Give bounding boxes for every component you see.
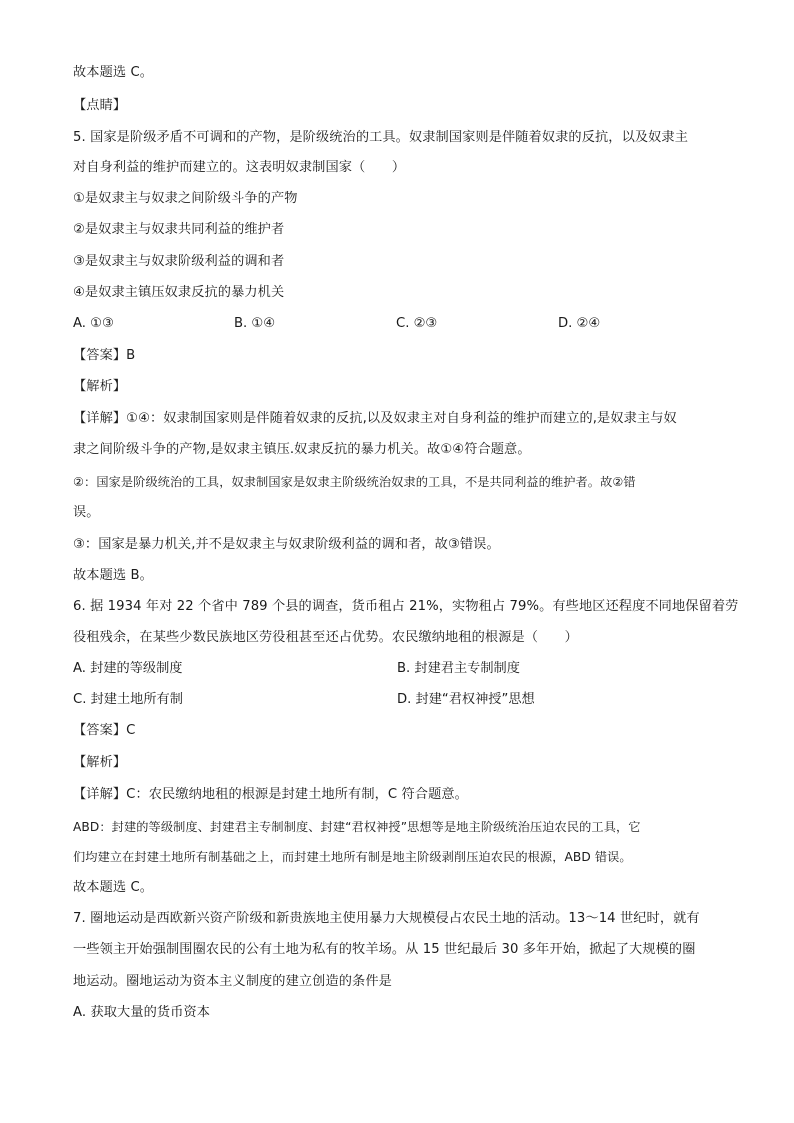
q5-option-a: A. ①③: [73, 316, 114, 331]
q7-option-a: A. 获取大量的货币资本: [73, 1005, 211, 1020]
question-5-stem: 5. 国家是阶级矛盾不可调和的产物，是阶级统治的工具。奴隶制国家则是伴随着奴隶的反抗，以及奴隶主: [73, 130, 689, 145]
q6-answer: 【答案】C: [73, 723, 136, 738]
statement-1: ①是奴隶主与奴隶之间阶级斗争的产物: [73, 191, 298, 206]
q6-option-a: A. 封建的等级制度: [73, 661, 183, 676]
question-6-stem-cont: 役租残余，在某些少数民族地区劳役租甚至还占优势。农民缴纳地租的根源是（ ）: [73, 630, 578, 645]
statement-2: ②是奴隶主与奴隶共同利益的维护者: [73, 222, 285, 237]
q5-answer: 【答案】B: [73, 348, 136, 363]
section-heading-dianjing: 【点睛】: [73, 98, 127, 113]
q5-explanation-2: 隶之间阶级斗争的产物,是奴隶主镇压.奴隶反抗的暴力机关。故①④符合题意。: [73, 442, 531, 457]
q6-explanation-1: 【详解】C：农民缴纳地租的根源是封建土地所有制，C 符合题意。: [73, 787, 468, 802]
q5-conclusion: 故本题选 B。: [73, 568, 153, 583]
q5-explanation-1: 【详解】①④：奴隶制国家则是伴随着奴隶的反抗,以及奴隶主对自身利益的维护而建立的,是奴隶主与奴: [73, 411, 677, 426]
question-6-stem: 6. 据 1934 年对 22 个省中 789 个县的调查，货币租占 21%，实物租占 79%。有些地区还程度不同地保留着劳: [73, 599, 739, 614]
q6-explanation-2: ABD：封建的等级制度、封建君主专制制度、封建“君权神授”思想等是地主阶级统治压迫农民的工具，它: [73, 820, 641, 834]
text-line: 故本题选 C。: [73, 65, 154, 80]
question-7-stem-cont-2: 地运动。圈地运动为资本主义制度的建立创造的条件是: [73, 974, 392, 989]
q5-option-d: D. ②④: [558, 316, 601, 331]
q6-option-c: C. 封建土地所有制: [73, 692, 183, 707]
question-5-stem-cont: 对自身利益的维护而建立的。这表明奴隶制国家（ ）: [73, 160, 406, 175]
q6-explanation-2-cont: 们均建立在封建土地所有制基础之上，而封建土地所有制是地主阶级剥削压迫农民的根源，ABD 错误。: [73, 850, 632, 864]
q5-analysis-heading: 【解析】: [73, 379, 127, 394]
q5-explanation-4: ③：国家是暴力机关,并不是奴隶主与奴隶阶级利益的调和者，故③错误。: [73, 537, 500, 552]
question-7-stem: 7. 圈地运动是西欧新兴资产阶级和新贵族地主使用暴力大规模侵占农民土地的活动。13～14 世纪时，就有: [73, 911, 700, 926]
question-7-stem-cont: 一些领主开始强制围圈农民的公有土地为私有的牧羊场。从 15 世纪最后 30 多年开始，掀起了大规模的圈: [73, 942, 696, 957]
q6-option-d: D. 封建“君权神授”思想: [397, 692, 535, 707]
q5-option-b: B. ①④: [234, 316, 276, 331]
q5-option-c: C. ②③: [396, 316, 438, 331]
q6-analysis-heading: 【解析】: [73, 755, 127, 770]
q6-conclusion: 故本题选 C。: [73, 880, 154, 895]
statement-3: ③是奴隶主与奴隶阶级利益的调和者: [73, 254, 285, 269]
statement-4: ④是奴隶主镇压奴隶反抗的暴力机关: [73, 285, 285, 300]
q5-explanation-3: ②：国家是阶级统治的工具，奴隶制国家是奴隶主阶级统治奴隶的工具，不是共同利益的维护者。故②错: [73, 475, 636, 489]
q6-option-b: B. 封建君主专制制度: [397, 661, 520, 676]
q5-explanation-3-cont: 误。: [73, 505, 100, 520]
